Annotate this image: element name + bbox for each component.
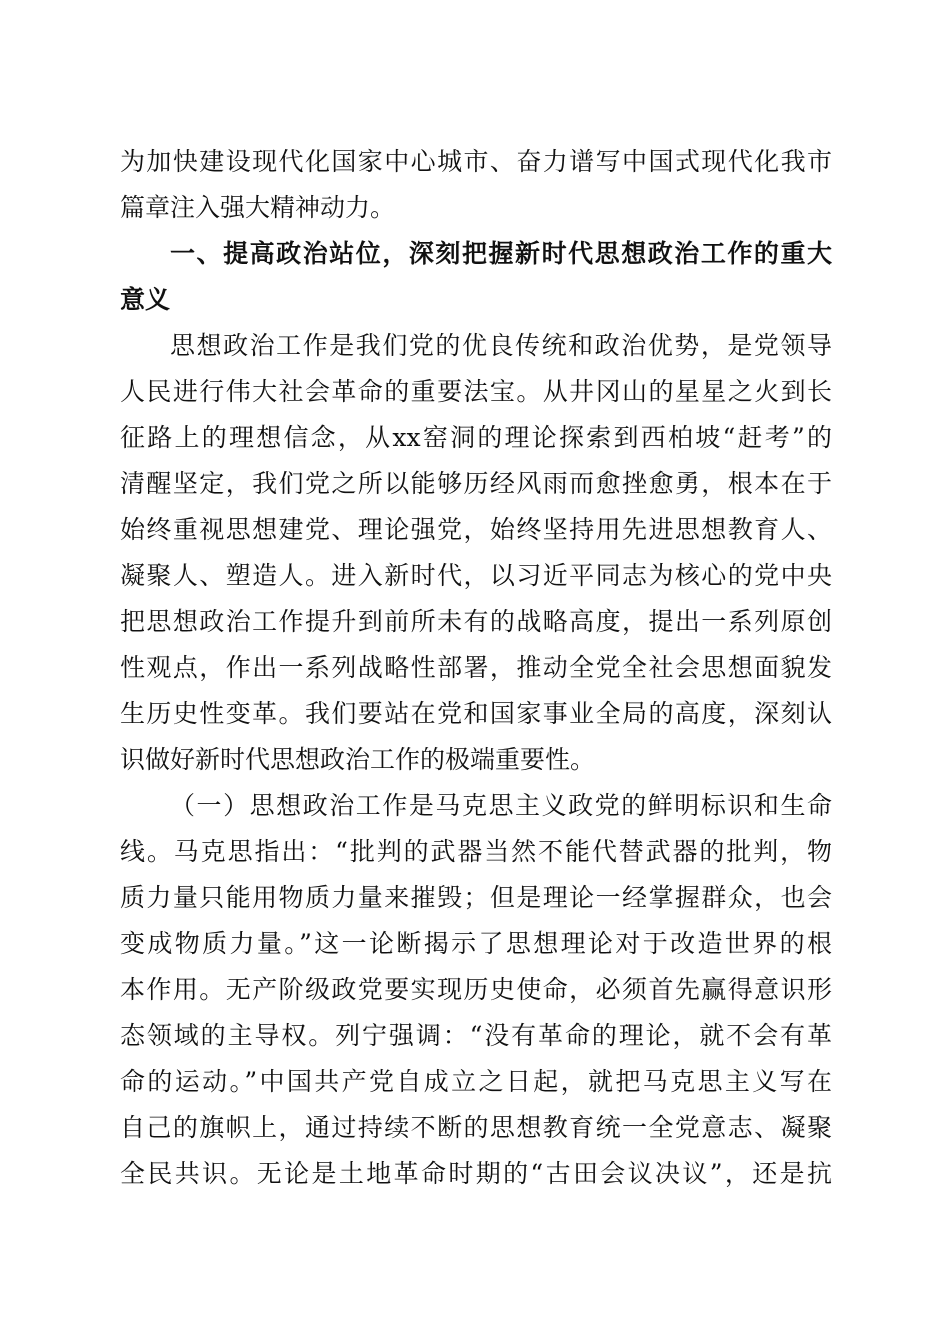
body-text-line: 始终重视思想建党、理论强党，始终坚持用先进思想教育人、 [120, 515, 832, 544]
section-heading-line: 意义 [120, 285, 171, 314]
body-text-line: （一）思想政治工作是马克思主义政党的鲜明标识和生命 [170, 791, 832, 820]
body-text-line: 人民进行伟大社会革命的重要法宝。从井冈山的星星之火到长 [120, 377, 832, 406]
section-heading-line: 一、提高政治站位，深刻把握新时代思想政治工作的重大 [170, 239, 832, 268]
body-text-line: 生历史性变革。我们要站在党和国家事业全局的高度，深刻认 [120, 699, 832, 728]
body-text-line: 为加快建设现代化国家中心城市、奋力谱写中国式现代化我市 [120, 147, 832, 176]
body-text-line: 线。马克思指出：“批判的武器当然不能代替武器的批判，物 [120, 837, 832, 866]
body-text-line: 自己的旗帜上，通过持续不断的思想教育统一全党意志、凝聚 [120, 1113, 832, 1142]
body-text-line: 命的运动。”中国共产党自成立之日起，就把马克思主义写在 [120, 1067, 832, 1096]
body-text-line: 本作用。无产阶级政党要实现历史使命，必须首先赢得意识形 [120, 975, 832, 1004]
body-text-line: 篇章注入强大精神动力。 [120, 193, 396, 222]
body-text-line: 性观点，作出一系列战略性部署，推动全党全社会思想面貌发 [120, 653, 832, 682]
body-text-line: 全民共识。无论是土地革命时期的“古田会议决议”，还是抗 [120, 1159, 832, 1188]
body-text-line: 征路上的理想信念，从xx窑洞的理论探索到西柏坡“赶考”的 [120, 423, 832, 452]
body-text-line: 清醒坚定，我们党之所以能够历经风雨而愈挫愈勇，根本在于 [120, 469, 832, 498]
body-text-line: 思想政治工作是我们党的优良传统和政治优势，是党领导 [170, 331, 832, 360]
body-text-line: 识做好新时代思想政治工作的极端重要性。 [120, 745, 596, 774]
body-text-line: 态领域的主导权。列宁强调：“没有革命的理论，就不会有革 [120, 1021, 832, 1050]
body-text-line: 凝聚人、塑造人。进入新时代，以习近平同志为核心的党中央 [120, 561, 832, 590]
body-text-line: 把思想政治工作提升到前所未有的战略高度，提出一系列原创 [120, 607, 832, 636]
body-text-line: 变成物质力量。”这一论断揭示了思想理论对于改造世界的根 [120, 929, 832, 958]
body-text-line: 质力量只能用物质力量来摧毁；但是理论一经掌握群众，也会 [120, 883, 832, 912]
